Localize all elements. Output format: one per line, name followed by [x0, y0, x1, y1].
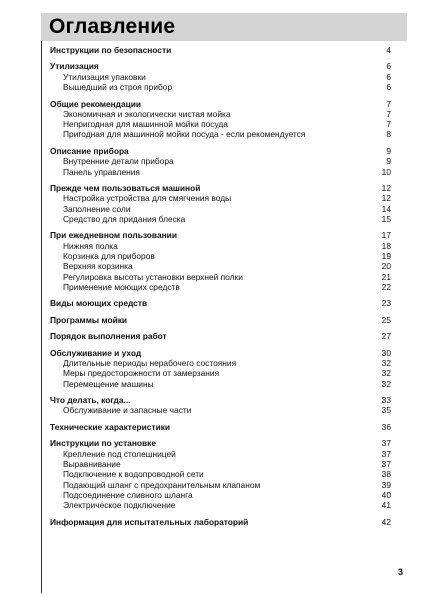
toc-heading-row [50, 422, 391, 432]
toc-heading: Инструкции по безопасности [50, 45, 172, 55]
toc-section [50, 45, 391, 55]
toc-entry: Вышедший из строя прибор [63, 82, 173, 93]
toc-heading: Что делать, когда... [50, 395, 131, 406]
toc-heading: Обслуживание и уход [50, 347, 142, 358]
toc-entry-row [50, 156, 391, 166]
toc-section [50, 517, 391, 527]
toc-entry-row [50, 204, 391, 214]
toc-heading: Общие рекомендации [50, 98, 142, 109]
toc-section [50, 146, 391, 177]
toc-page-number: 14 [381, 203, 391, 214]
toc-section [50, 438, 391, 510]
toc-entry: Нижняя полка [63, 240, 118, 251]
toc-heading: Программы мойки [50, 314, 128, 325]
toc-heading: Утилизация [50, 61, 99, 72]
toc-entry: Утилизация упаковки [63, 71, 146, 82]
toc-entry: Внутренние детали прибора [63, 156, 174, 167]
toc-section [50, 183, 391, 224]
toc-entry-row [50, 379, 391, 389]
toc-section [50, 230, 391, 292]
toc-entry-row [50, 251, 391, 261]
toc-section [50, 422, 391, 432]
toc-entry-row [50, 72, 391, 82]
toc-section [50, 315, 391, 325]
toc-page-number: 37 [381, 448, 391, 459]
toc-entry-row [50, 193, 391, 203]
toc-page-number: 6 [386, 82, 391, 93]
toc-entry-row [50, 459, 391, 469]
toc-heading-row [50, 348, 391, 358]
toc-section [50, 61, 391, 92]
toc-section [50, 348, 391, 389]
toc-page-number: 20 [381, 261, 391, 272]
toc-entry: Панель управления [63, 166, 140, 177]
toc-entry-row [50, 119, 391, 129]
toc-heading: Виды моющих средств [50, 298, 148, 309]
toc-heading-row [50, 146, 391, 156]
toc-entry-row [50, 261, 391, 271]
toc-section [50, 298, 391, 308]
toc-entry: Подсоединение сливного шланга [63, 489, 193, 500]
margin-rule [41, 41, 42, 593]
toc-entry: Экономичная и экологически чистая мойка [63, 108, 231, 119]
toc-page-number: 22 [381, 281, 391, 292]
toc-page-number: 36 [381, 421, 391, 432]
toc-entry: Крепление под столешницей [63, 448, 176, 459]
toc-page-number: 35 [381, 405, 391, 416]
table-of-contents [50, 45, 391, 527]
toc-heading: Порядок выполнения работ [50, 331, 167, 342]
toc-page-number: 15 [381, 213, 391, 224]
toc-page-number: 19 [381, 250, 391, 261]
toc-page-number: 25 [381, 314, 391, 325]
toc-page-number: 23 [381, 298, 391, 309]
toc-heading-row [50, 438, 391, 448]
toc-entry: Заполнение соли [63, 203, 131, 214]
toc-heading: Прежде чем пользоваться машиной [50, 183, 201, 194]
toc-page-number: 32 [381, 378, 391, 389]
toc-entry-row [50, 449, 391, 459]
toc-entry: Настройка устройства для смягчения воды [63, 193, 232, 204]
toc-heading-row [50, 61, 391, 71]
toc-entry-row [50, 490, 391, 500]
toc-page-number: 30 [381, 347, 391, 358]
toc-page-number: 12 [381, 193, 391, 204]
toc-entry-row [50, 358, 391, 368]
toc-page-number: 37 [381, 459, 391, 470]
toc-entry-row [50, 109, 391, 119]
toc-page-number: 40 [381, 489, 391, 500]
toc-entry: Меры предосторожности от замерзания [63, 368, 220, 379]
toc-entry-row [50, 272, 391, 282]
toc-heading-row [50, 315, 391, 325]
toc-entry-row [50, 241, 391, 251]
page-title: Оглавление [49, 15, 176, 38]
toc-heading: Описание прибора [50, 145, 129, 156]
toc-entry-row [50, 214, 391, 224]
toc-entry-row [50, 368, 391, 378]
toc-entry-row [50, 129, 391, 139]
toc-page-number: 32 [381, 368, 391, 379]
toc-page-number: 17 [381, 230, 391, 241]
toc-page-number: 21 [381, 271, 391, 282]
toc-heading-row [50, 230, 391, 240]
toc-page-number: 6 [386, 61, 391, 72]
toc-section [50, 99, 391, 140]
toc-entry: Выравнивание [63, 459, 121, 470]
toc-entry-row [50, 405, 391, 415]
toc-entry-row [50, 282, 391, 292]
toc-heading: Технические характеристики [50, 421, 171, 432]
toc-page-number: 39 [381, 479, 391, 490]
toc-page-number: 7 [386, 119, 391, 130]
toc-entry: Электрическое подключение [63, 500, 176, 511]
toc-page-number: 12 [381, 183, 391, 194]
toc-heading-row [50, 517, 391, 527]
toc-entry-row [50, 469, 391, 479]
toc-entry: Длительные периоды нерабочего состояния [63, 358, 237, 369]
toc-entry: Средство для придания блеска [63, 213, 186, 224]
toc-page-number: 18 [381, 240, 391, 251]
toc-entry: Верхняя корзинка [63, 261, 133, 272]
toc-entry: Подключение к водопроводной сети [63, 469, 204, 480]
toc-page-number: 32 [381, 358, 391, 369]
toc-heading: При ежедневном пользовании [50, 230, 177, 241]
toc-section [50, 331, 391, 341]
toc-page-number: 7 [386, 98, 391, 109]
toc-page-number: 9 [386, 145, 391, 156]
toc-heading-row [50, 298, 391, 308]
title-band [41, 13, 407, 41]
toc-entry: Непригодная для машинной мойки посуда [63, 119, 228, 130]
toc-page-number: 4 [386, 45, 391, 55]
toc-entry-row [50, 167, 391, 177]
toc-page-number: 38 [381, 469, 391, 480]
toc-page-number: 42 [381, 516, 391, 527]
toc-entry: Перемещение машины [63, 378, 154, 389]
toc-entry: Регулировка высоты установки верхней полки [63, 271, 243, 282]
toc-entry: Корзинка для приборов [63, 250, 155, 261]
toc-page-number: 41 [381, 500, 391, 511]
toc-heading-row [50, 45, 391, 55]
toc-entry-row [50, 500, 391, 510]
toc-entry: Применение моющих средств [63, 281, 180, 292]
toc-entry: Подающий шланг с предохранительным клапаном [63, 479, 261, 490]
toc-section [50, 395, 391, 416]
toc-heading: Информация для испытательных лабораторий [50, 516, 249, 527]
toc-page-number: 7 [386, 108, 391, 119]
toc-heading-row [50, 395, 391, 405]
toc-page-number: 33 [381, 395, 391, 406]
toc-heading: Инструкции по установке [50, 438, 157, 449]
toc-entry-row [50, 480, 391, 490]
toc-entry-row [50, 82, 391, 92]
toc-page-number: 6 [386, 71, 391, 82]
toc-entry: Пригодная для машинной мойки посуда - если рекомендуется [63, 129, 306, 140]
toc-page-number: 27 [381, 331, 391, 342]
toc-page-number: 10 [381, 166, 391, 177]
toc-entry: Обслуживание и запасные части [63, 405, 192, 416]
toc-heading-row [50, 331, 391, 341]
toc-heading-row [50, 99, 391, 109]
page-number: 3 [398, 567, 404, 577]
toc-page-number: 37 [381, 438, 391, 449]
toc-heading-row [50, 183, 391, 193]
toc-page-number: 8 [386, 129, 391, 140]
toc-page-number: 9 [386, 156, 391, 167]
